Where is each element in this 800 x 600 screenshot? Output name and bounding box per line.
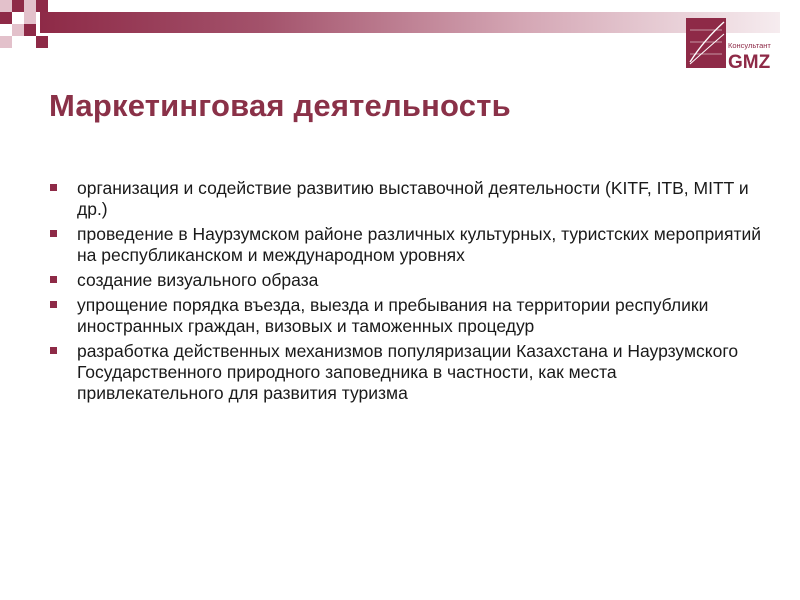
header-gradient-bar (40, 12, 780, 33)
decor-square (0, 12, 12, 24)
bullet-list (44, 178, 764, 408)
bullet-text: создание визуального образа (77, 270, 319, 290)
decor-square (0, 0, 12, 12)
slide-title: Маркетинговая деятельность (49, 88, 511, 123)
bullet-item (44, 341, 764, 404)
decor-square (24, 0, 36, 12)
decor-square (24, 24, 36, 36)
company-logo (686, 18, 786, 76)
square-bullet-icon (50, 230, 57, 237)
bullet-text: упрощение порядка въезда, выезда и пребывания на территории республики иностранных граждан, визовых и таможенных процедур (77, 295, 709, 336)
decor-square (24, 12, 36, 24)
decor-square (36, 36, 48, 48)
bullet-item (44, 270, 764, 291)
square-bullet-icon (50, 276, 57, 283)
square-bullet-icon (50, 301, 57, 308)
bullet-text: организация и содействие развитию выставочной деятельности (KITF, ITB, MITT и др.) (77, 178, 749, 219)
square-bullet-icon (50, 347, 57, 354)
logo-brand-text: GMZ (728, 52, 771, 73)
bullet-item (44, 224, 764, 266)
bullet-text: разработка действенных механизмов популяризации Казахстана и Наурзумского Государственного природного заповедника в частности, как места привлекательного для развития туризма (77, 341, 739, 403)
decor-square (36, 0, 48, 12)
decor-square (12, 0, 24, 12)
square-bullet-icon (50, 184, 57, 191)
bullet-item (44, 295, 764, 337)
bullet-text: проведение в Наурзумском районе различных культурных, туристских мероприятий на республиканском и международном уровнях (77, 224, 762, 265)
bullet-item (44, 178, 764, 220)
logo-top-text: Консультант (728, 41, 771, 50)
decor-square (12, 24, 24, 36)
decor-square (0, 36, 12, 48)
